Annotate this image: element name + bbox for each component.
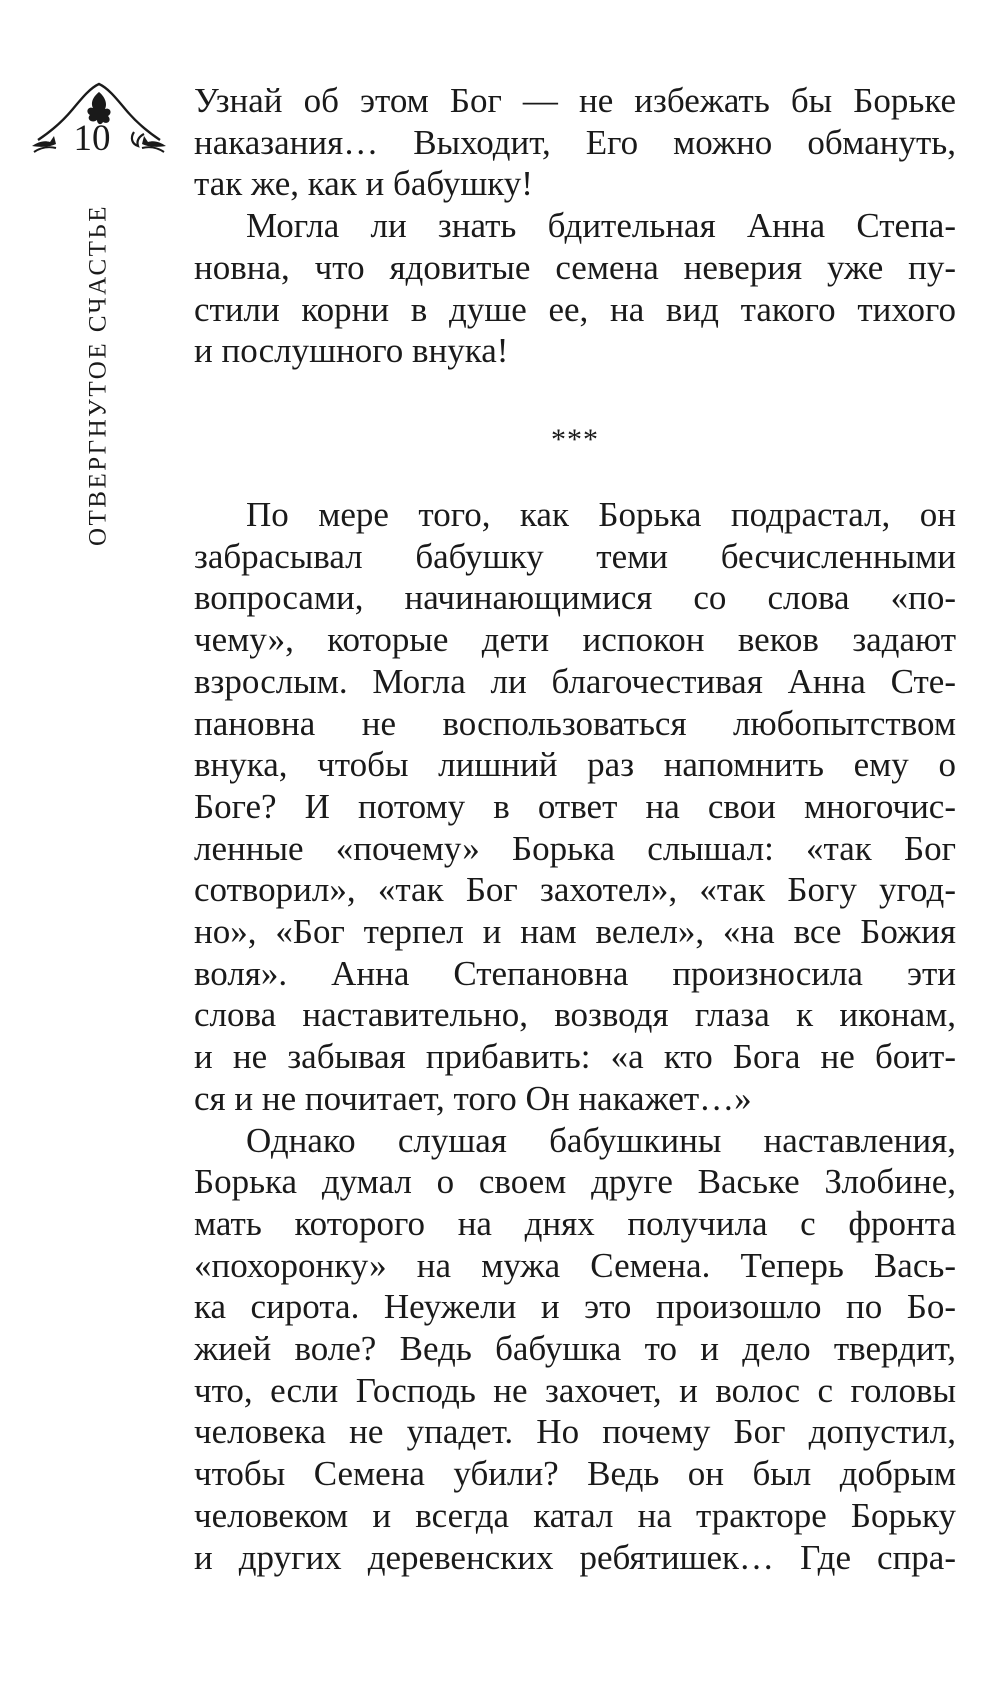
text-line: воля». Анна Степановна произносила эти bbox=[194, 953, 956, 993]
text-line: сотворил», «так Бог захотел», «так Богу угод- bbox=[194, 870, 956, 910]
text-line: ленные «почему» Борька слышал: «так Бог bbox=[194, 828, 956, 868]
text-line: наказания… Выходит, Его можно обмануть, bbox=[194, 122, 956, 162]
text-line: чему», которые дети испокон веков задают bbox=[194, 620, 956, 660]
text-line: человеком и всегда катал на тракторе Борьку bbox=[194, 1495, 956, 1535]
text-line: Борька думал о своем друге Ваське Злобине, bbox=[194, 1162, 956, 1202]
text-line: ся и не почитает, того Он накажет…» bbox=[194, 1078, 752, 1118]
text-line: внука, чтобы лишний раз напомнить ему о bbox=[194, 745, 956, 785]
text-line: Узнай об этом Бог — не избежать бы Борьке bbox=[194, 81, 956, 120]
text-line: Могла ли знать бдительная Анна Степа- bbox=[246, 206, 956, 246]
text-line: По мере того, как Борька подрастал, он bbox=[246, 495, 956, 534]
text-line: жией воле? Ведь бабушка то и дело твердит, bbox=[194, 1329, 956, 1369]
paragraph-block-1 bbox=[194, 80, 956, 372]
text-line: ка сирота. Неужели и это произошло по Бо- bbox=[194, 1287, 956, 1327]
text-line: забрасывал бабушку теми бесчисленными bbox=[194, 536, 956, 576]
text-line: стили корни в душе ее, на вид такого тихого bbox=[194, 289, 956, 329]
running-title: ОТВЕРГНУТОЕ СЧАСТЬЕ bbox=[84, 203, 112, 547]
text-line: вопросами, начинающимися со слова «по- bbox=[194, 578, 956, 618]
text-line: Однако слушая бабушкины наставления, bbox=[246, 1120, 956, 1160]
text-line: и других деревенских ребятишек… Где спра- bbox=[194, 1537, 956, 1577]
text-line: так же, как и бабушку! bbox=[194, 164, 533, 204]
section-separator: *** bbox=[551, 423, 599, 456]
text-line: и не забывая прибавить: «а кто Бога не боит- bbox=[194, 1037, 956, 1077]
text-line: «похоронку» на мужа Семена. Теперь Вась- bbox=[194, 1245, 956, 1285]
paragraph-block-2 bbox=[194, 494, 956, 1578]
page-number: 10 bbox=[73, 118, 111, 159]
text-line: чтобы Семена убили? Ведь он был добрым bbox=[194, 1454, 956, 1494]
text-line: и послушного внука! bbox=[194, 331, 509, 371]
text-line: пановна не воспользоваться любопытством bbox=[194, 703, 956, 743]
text-line: человека не упадет. Но почему Бог допустил, bbox=[194, 1412, 956, 1452]
text-line: взрослым. Могла ли благочестивая Анна Сте- bbox=[194, 661, 956, 701]
text-line: мать которого на днях получила с фронта bbox=[194, 1203, 956, 1243]
text-line: новна, что ядовитые семена неверия уже пу- bbox=[194, 247, 956, 287]
text-line: но», «Бог терпел и нам велел», «на все Божия bbox=[194, 912, 956, 952]
text-line: слова наставительно, возводя глаза к иконам, bbox=[194, 995, 956, 1035]
text-line: что, если Господь не захочет, и волос с головы bbox=[194, 1370, 956, 1410]
text-line: Боге? И потому в ответ на свои многочис- bbox=[194, 786, 956, 826]
